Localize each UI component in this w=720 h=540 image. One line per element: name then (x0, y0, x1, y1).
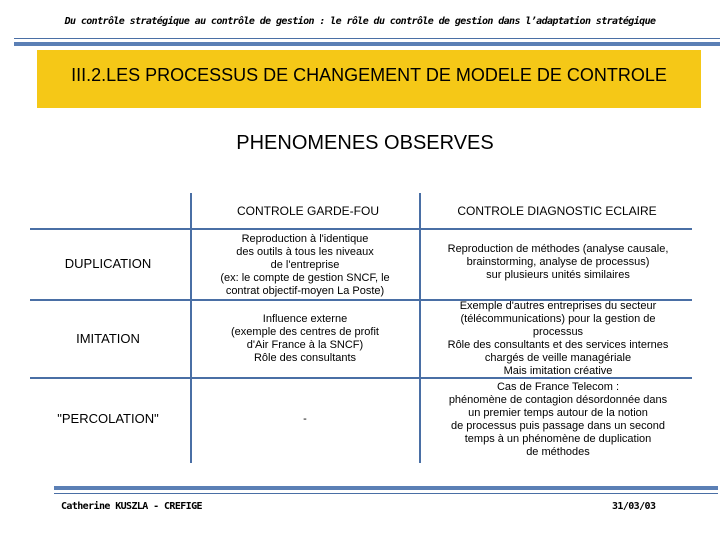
cell-line: contrat objectif-moyen La Poste) (225, 285, 385, 297)
cell-line: d'Air France à la SNCF) (246, 339, 364, 351)
cell-imitation-garde-fou (200, 313, 410, 365)
footer-rule-thick (54, 486, 718, 490)
cell-line: de l'entreprise (270, 259, 340, 271)
cell-line: de processus puis passage dans un second (450, 420, 666, 432)
column-header-diagnostic: CONTROLE DIAGNOSTIC ECLAIRE (457, 204, 657, 218)
footer-author: Catherine KUSZLA - CREFIGE (61, 501, 202, 512)
footer-rule-thin (54, 493, 718, 494)
footer-date: 31/03/03 (612, 501, 656, 512)
column-header-garde-fou: CONTROLE GARDE-FOU (236, 204, 379, 218)
cell-line: chargés de veille managériale (484, 352, 632, 364)
table-divider-left (190, 193, 192, 463)
row-label-imitation: IMITATION (76, 331, 140, 346)
header-rule-thick (14, 42, 720, 46)
cell-line: phénomène de contagion désordonnée dans (448, 394, 668, 406)
cell-line: (ex: le compte de gestion SNCF, le (220, 272, 390, 284)
cell-line: de méthodes (526, 446, 590, 458)
cell-line: (télécommunications) pour la gestion de (460, 313, 656, 325)
slide-subtitle: PHENOMENES OBSERVES (236, 132, 494, 154)
cell-line: Rôle des consultants et des services internes (447, 339, 669, 351)
cell-line: temps à un phénomène de duplication (464, 433, 652, 445)
row-label-percolation: "PERCOLATION" (57, 411, 159, 426)
cell-line: Reproduction à l'identique (241, 233, 369, 245)
section-banner (37, 50, 701, 108)
cell-line: brainstorming, analyse de processus) (466, 256, 650, 268)
cell-line: (exemple des centres de profit (231, 326, 379, 338)
cell-line: des outils à tous les niveaux (236, 246, 374, 258)
cell-duplication-garde-fou (200, 233, 410, 298)
cell-duplication-diagnostic (420, 243, 696, 282)
cell-line: Reproduction de méthodes (analyse causale, (447, 243, 669, 255)
cell-line: - (303, 413, 307, 425)
slide-header-title: Du contrôle stratégique au contrôle de gestion : le rôle du contrôle de gestion dans l’adaptation stratégique (64, 16, 656, 27)
header-rule-thin (14, 38, 720, 39)
cell-percolation-diagnostic (420, 381, 696, 459)
cell-line: Mais imitation créative (503, 365, 613, 377)
section-title: III.2.LES PROCESSUS DE CHANGEMENT DE MODELE DE CONTROLE (71, 65, 667, 85)
table-header-rule (30, 228, 692, 230)
cell-line: processus (532, 326, 584, 338)
cell-percolation-garde-fou (200, 413, 410, 426)
cell-imitation-diagnostic (420, 300, 696, 378)
cell-line: sur plusieurs unités similaires (486, 269, 630, 281)
cell-line: Rôle des consultants (253, 352, 357, 364)
cell-line: Influence externe (262, 313, 348, 325)
cell-line: Cas de France Telecom : (496, 381, 620, 393)
cell-line: un premier temps autour de la notion (468, 407, 648, 419)
row-label-duplication: DUPLICATION (64, 256, 152, 271)
cell-line: Exemple d'autres entreprises du secteur (459, 300, 657, 312)
